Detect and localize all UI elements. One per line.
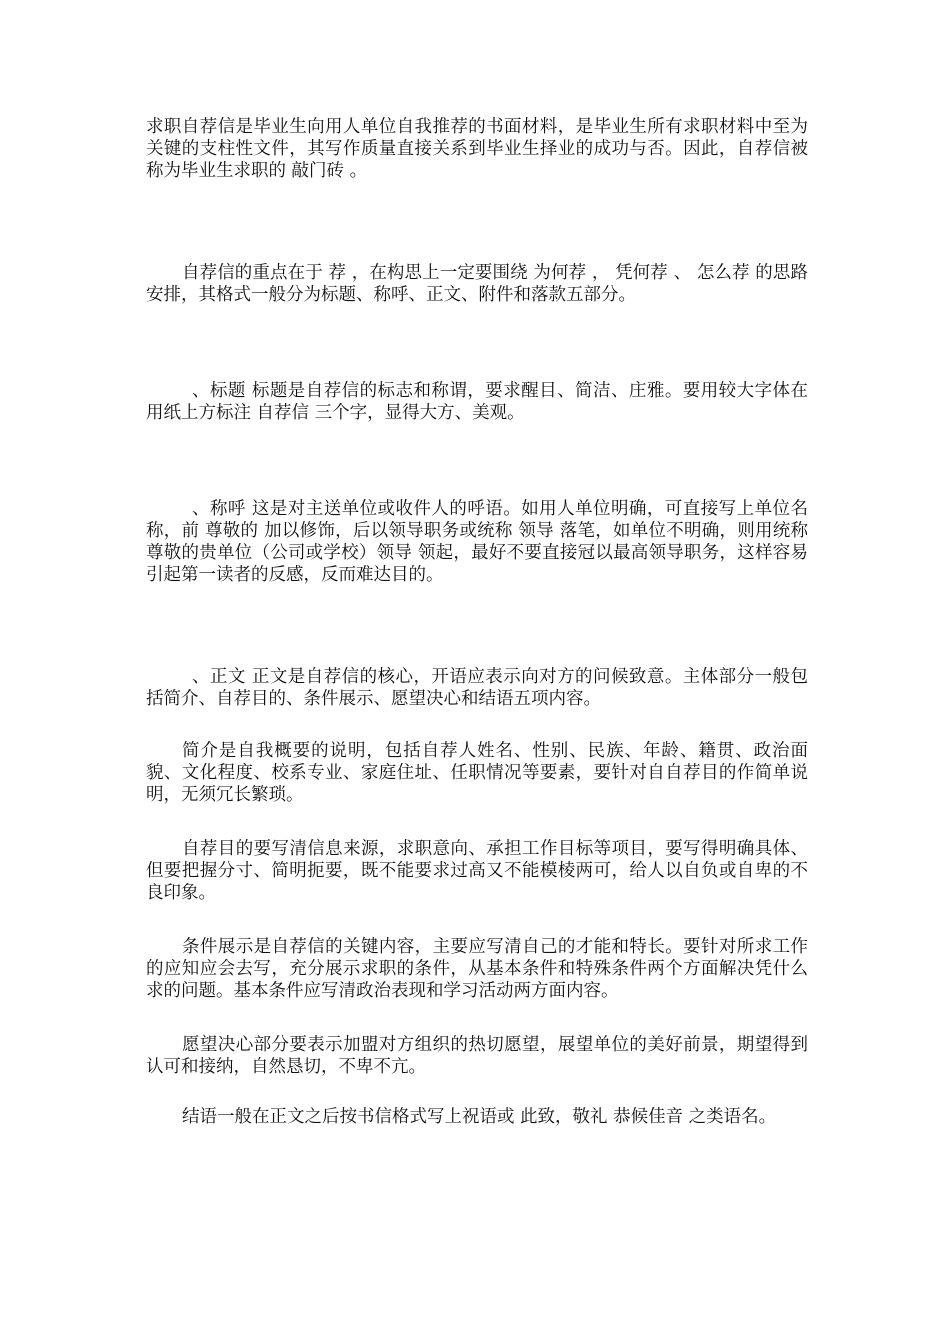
paragraph-focus: 自荐信的重点在于 荐 ，在构思上一定要围绕 为何荐 ， 凭何荐 、 怎么荐 的思路安排，其格式一般分为标题、称呼、正文、附件和落款五部分。 — [146, 263, 808, 305]
paragraph-purpose: 自荐目的要写清信息来源，求职意向、承担工作目标等项目，要写得明确具体、但要把握分寸、简明扼要，既不能要求过高又不能模棱两可，给人以自负或自卑的不良印象。 — [146, 839, 808, 903]
paragraph-title-section: 、标题 标题是自荐信的标志和称谓，要求醒目、简洁、庄雅。要用较大字体在用纸上方标注 自荐信 三个字，显得大方、美观。 — [146, 381, 808, 423]
paragraph-closing: 结语一般在正文之后按书信格式写上祝语或 此致，敬礼 恭候佳音 之类语名。 — [182, 1107, 777, 1127]
paragraph-conditions: 条件展示是自荐信的关键内容，主要应写清自己的才能和特长。要针对所求工作的应知应会去写，充分展示求职的条件，从基本条件和特殊条件两个方面解决凭什么求的问题。基本条件应写清政治表现和学习活动两方面内容。 — [146, 937, 808, 1001]
paragraph-body-section: 、正文 正文是自荐信的核心，开语应表示向对方的问候致意。主体部分一般包括简介、自荐目的、条件展示、愿望决心和结语五项内容。 — [146, 667, 808, 709]
paragraph-wishes: 愿望决心部分要表示加盟对方组织的热切愿望，展望单位的美好前景，期望得到认可和接纳，自然恳切，不卑不亢。 — [146, 1035, 808, 1077]
paragraph-intro: 求职自荐信是毕业生向用人单位自我推荐的书面材料，是毕业生所有求职材料中至为关键的支柱性文件，其写作质量直接关系到毕业生择业的成功与否。因此，自荐信被称为毕业生求职的 敲门砖 。 — [146, 117, 808, 181]
paragraph-profile: 简介是自我概要的说明，包括自荐人姓名、性别、民族、年龄、籍贯、政治面貌、文化程度、校系专业、家庭住址、任职情况等要素，要针对自自荐目的作简单说明，无须冗长繁琐。 — [146, 741, 808, 805]
paragraph-salutation-section: 、称呼 这是对主送单位或收件人的呼语。如用人单位明确，可直接写上单位名称，前 尊敬的 加以修饰，后以领导职务或统称 领导 落笔，如单位不明确，则用统称 尊敬的贵单位（公司或学校）领导 领起，最好不要直接冠以最高领导职务，这样容易引起第一读者的反感，反而难达目的。 — [146, 499, 808, 585]
